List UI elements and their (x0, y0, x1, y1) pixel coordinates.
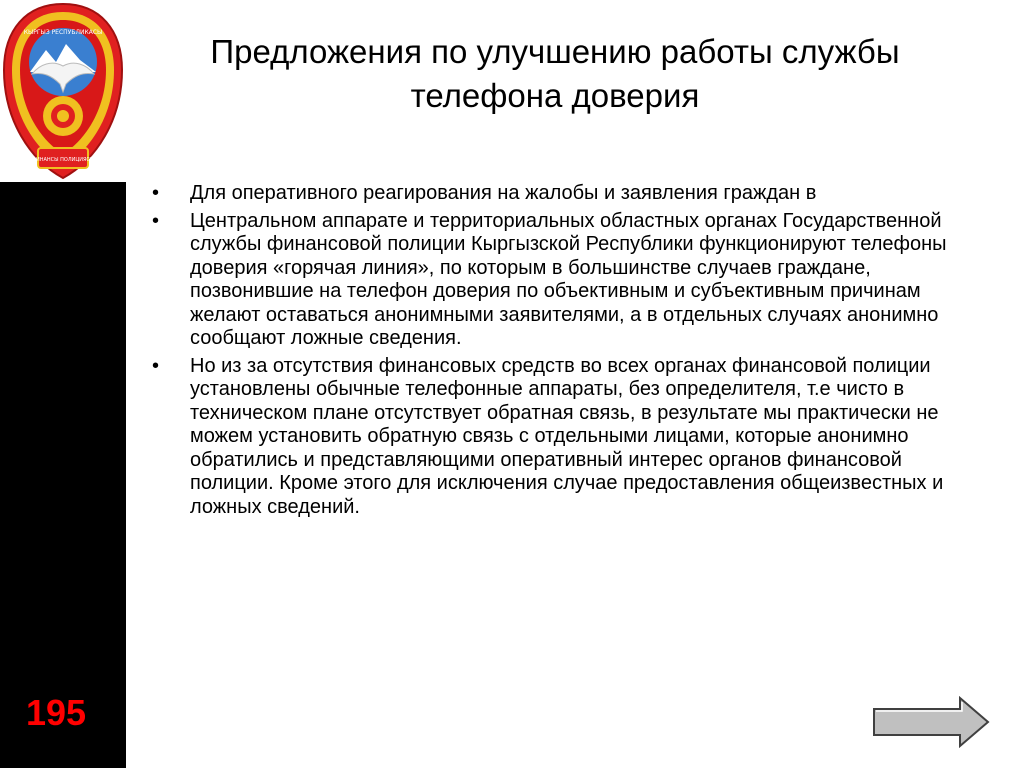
bullet-text: Для оперативного реагирования на жалобы и заявления граждан в (190, 182, 817, 204)
emblem-container (0, 0, 126, 182)
bullet-text: Центральном аппарате и территориальных областных органах Государственной службы финансовой полиции Кыргызской Республики функционируют телефоны доверия «горячая линия», по которым в большинстве случаев граждане, позвонившие на телефон доверия по объективным и субъективным причинам желают оставаться анонимными заявителями, а в отдельных случаях анонимно сообщают ложные сведения. (190, 209, 947, 349)
bullet-text: Но из за отсутствия финансовых средств во всех органах финансовой полиции установлены обычные телефонные аппараты, без определителя, т.е чисто в техническом плане отсутствует обратная связь, в результате мы практически не можем установить обратную связь с отдельными лицами, которые анонимно обратились и представляющими оперативный интерес органов финансовой полиции. Кроме этого для исключения случае предоставления общеизвестных и ложных сведений. (190, 354, 944, 518)
bullet-marker: • (152, 354, 160, 377)
arrow-right-icon (872, 696, 990, 748)
bullet-item (152, 355, 972, 520)
bullet-item (152, 182, 972, 206)
sidebar (0, 0, 126, 768)
svg-text:ФИНАНСЫ ПОЛИЦИЯСЫ: ФИНАНСЫ ПОЛИЦИЯСЫ (31, 157, 95, 163)
next-slide-button[interactable] (872, 696, 990, 748)
slide-number: 195 (26, 692, 87, 733)
financial-police-emblem-icon (0, 0, 126, 182)
slide-title: Предложения по улучшению работы службы телефона доверия (210, 33, 900, 114)
bullet-marker: • (152, 209, 160, 232)
bullet-item (152, 210, 972, 351)
svg-text:КЫРГЫЗ РЕСПУБЛИКАСЫ: КЫРГЫЗ РЕСПУБЛИКАСЫ (23, 29, 103, 36)
bullet-marker: • (152, 182, 160, 204)
bullet-list (152, 182, 972, 523)
